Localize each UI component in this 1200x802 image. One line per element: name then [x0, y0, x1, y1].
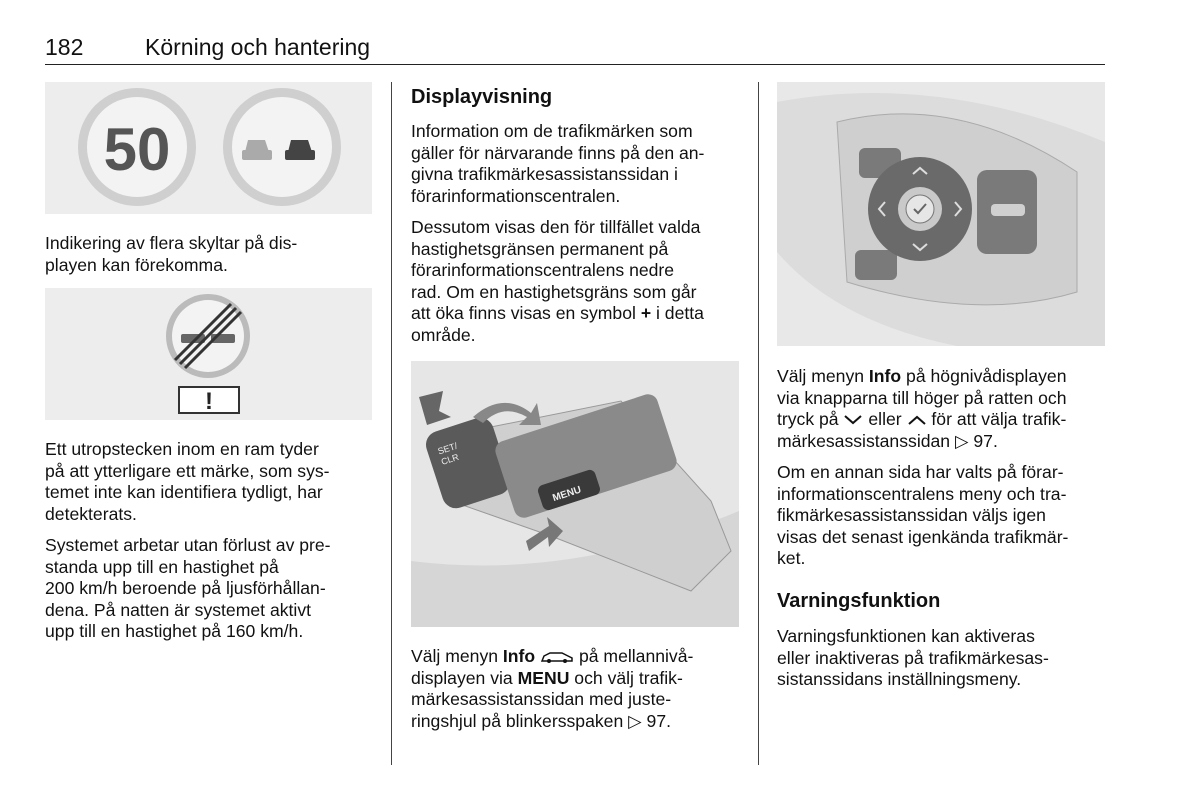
- end-of-no-overtaking-icon: [166, 294, 250, 378]
- column-divider: [758, 82, 759, 765]
- chapter-title: Körning och hantering: [145, 34, 371, 60]
- page-reference-arrow-icon: ▷: [628, 711, 642, 732]
- plus-symbol: +: [640, 303, 652, 323]
- paragraph-mid-level-display: Välj menyn Info på mellannivå- displayen via MENU och välj trafik- märkesassistanssidan med juste- ringshjul på blinkersspaken ▷ 97.: [411, 646, 694, 732]
- page-number: 182: [45, 34, 84, 60]
- speed-sign-text: 50: [103, 116, 171, 183]
- svg-text:!: !: [205, 388, 213, 415]
- steering-wheel-controls-figure: [777, 82, 1105, 346]
- caption-multiple-signs: Indikering av flera skyltar på dis- playen kan förekomma.: [45, 233, 298, 275]
- turn-signal-lever-figure: [411, 361, 739, 627]
- column-divider: [391, 82, 392, 765]
- menu-button-label: MENU: [551, 484, 583, 505]
- speed-signs-figure: [45, 82, 372, 214]
- svg-text:CLR: CLR: [439, 451, 461, 467]
- rotate-arrow-icon: [473, 403, 541, 425]
- svg-text:SET/: SET/: [436, 440, 459, 457]
- paragraph-permanent-display: Dessutom visas den för tillfället valda hastighetsgränsen permanent på förarinformationscentralens nedre rad. Om en hastighetsgräns som går att öka finns visas en symbol + i detta område.: [411, 217, 704, 345]
- chevron-up-icon: [907, 414, 927, 426]
- page-header: [45, 34, 1105, 65]
- paragraph-warning-function: Varningsfunktionen kan aktiveras eller inaktiveras på trafikmärkesas- sistanssidans inställningsmeny.: [777, 626, 1049, 689]
- paragraph-display-info: Information om de trafikmärken som gäller för närvarande finns på den an- givna trafikmärkesassistanssidan i förarinformationscentralen.: [411, 121, 705, 206]
- heading-warning-function: Varningsfunktion: [777, 590, 941, 612]
- paragraph-speed-range: Systemet arbetar utan förlust av pre- standa upp till en hastighet på 200 km/h beroende på ljusförhållan- dena. På natten är systemet aktivt upp till en hastighet på 160 km/h.: [45, 535, 331, 641]
- paragraph-reselect-page: Om en annan sida har valts på förar- informationscentralens meny och tra- fikmärkesassistanssidan väljs igen visas det senast igenkända trafikmär- ket.: [777, 462, 1069, 568]
- car-icon: [540, 650, 574, 664]
- page-reference-arrow-icon: ▷: [954, 431, 969, 452]
- heading-display: Displayvisning: [411, 86, 553, 108]
- press-arrow-icon: [419, 391, 451, 425]
- exclamation-box-icon: [179, 387, 239, 415]
- paragraph-exclamation: Ett utropstecken inom en ram tyder på att ytterligare ett märke, som sys- temet inte kan identifiera tydligt, har detekterats.: [45, 439, 330, 524]
- end-of-no-overtaking-figure: [45, 288, 372, 420]
- paragraph-high-level-display: Välj menyn Info på högnivådisplayen via knapparna till höger på ratten och tryck på eller för att välja trafik- märkesassistanssidan ▷ 97.: [777, 366, 1067, 452]
- speed-limit-sign-icon: [45, 82, 372, 214]
- chevron-down-icon: [843, 414, 863, 426]
